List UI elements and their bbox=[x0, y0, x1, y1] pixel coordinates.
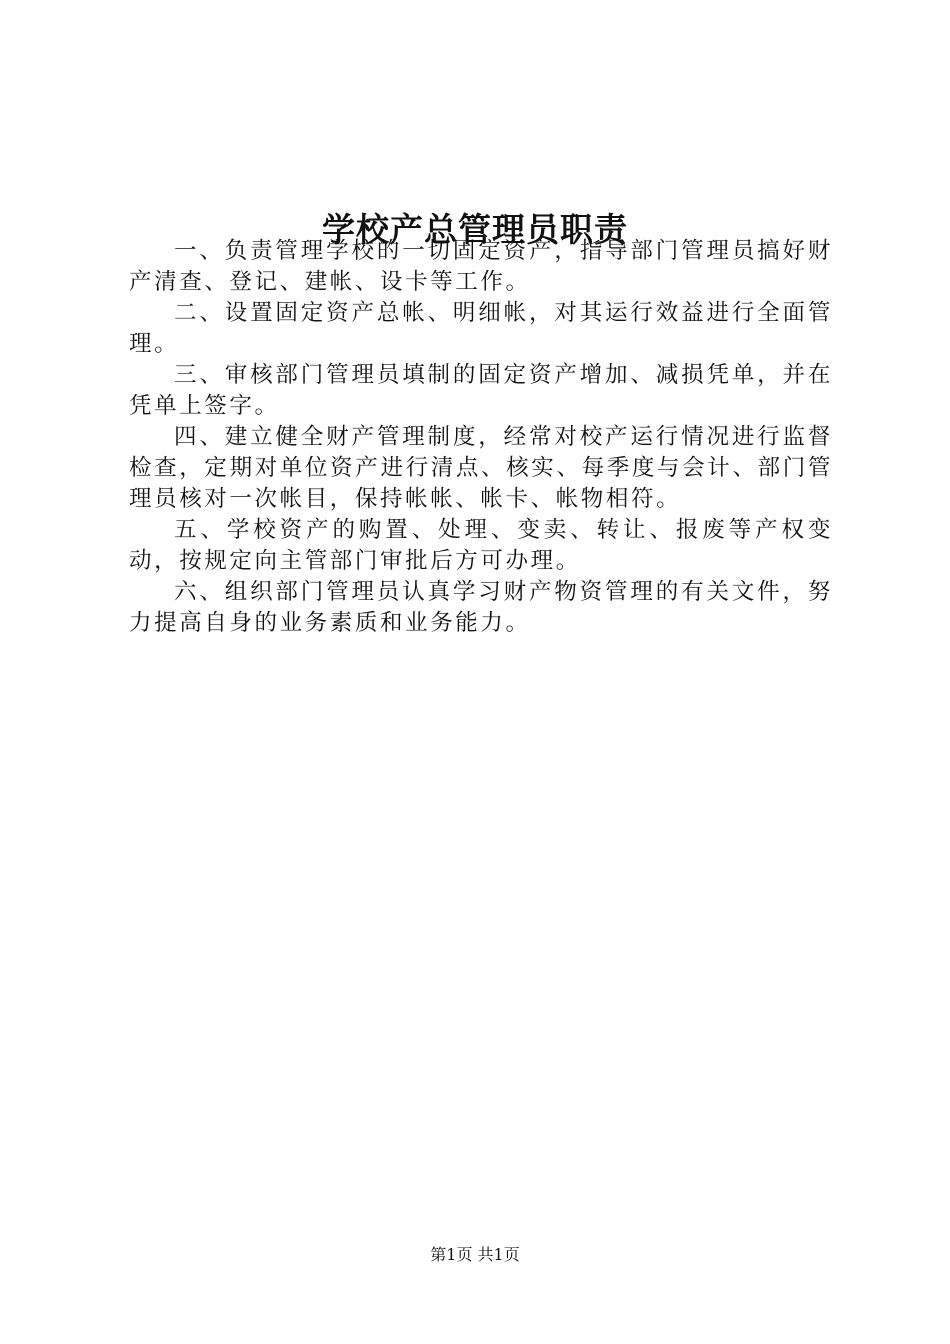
paragraph-5: 五、学校资产的购置、处理、变卖、转让、报废等产权变动，按规定向主管部门审批后方可办理。 bbox=[129, 517, 833, 574]
paragraph-2: 二、设置固定资产总帐、明细帐，对其运行效益进行全面管理。 bbox=[129, 300, 833, 357]
paragraph-3: 三、审核部门管理员填制的固定资产增加、减损凭单，并在凭单上签字。 bbox=[129, 362, 833, 419]
document-body bbox=[129, 236, 833, 639]
paragraph-4: 四、建立健全财产管理制度，经常对校产运行情况进行监督检查，定期对单位资产进行清点、核实、每季度与会计、部门管理员核对一次帐目，保持帐帐、帐卡、帐物相符。 bbox=[129, 424, 833, 512]
page-number-footer: 第1页 共1页 bbox=[430, 1245, 520, 1264]
paragraph-1: 一、负责管理学校的一切固定资产，指导部门管理员搞好财产清查、登记、建帐、设卡等工作。 bbox=[129, 238, 833, 295]
paragraph-6: 六、组织部门管理员认真学习财产物资管理的有关文件，努力提高自身的业务素质和业务能力。 bbox=[129, 579, 833, 636]
page-title: 学校产总管理员职责 bbox=[322, 210, 628, 250]
